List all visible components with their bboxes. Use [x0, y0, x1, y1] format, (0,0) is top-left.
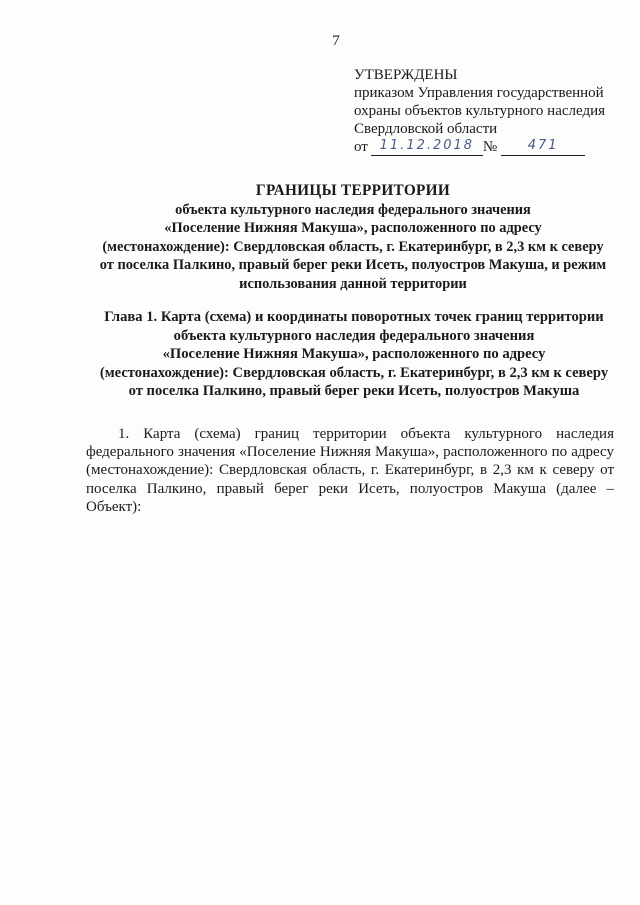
chapter-line-5: от поселка Палкино, правый берег реки Исеть, полуостров Макуша: [128, 383, 580, 399]
page-number: 7: [332, 33, 340, 49]
chapter-line-3: «Поселение Нижняя Макуша», расположенного по адресу: [162, 346, 546, 362]
number-label: №: [482, 139, 498, 155]
number-field: [501, 139, 585, 156]
chapter-line-1: Глава 1. Карта (схема) и координаты поворотных точек границ территории: [104, 309, 604, 325]
handwritten-number: 471: [527, 138, 559, 153]
chapter-line-4: (местонахождение): Свердловская область, г. Екатеринбург, в 2,3 км к северу: [99, 364, 609, 381]
heading-line-2: «Поселение Нижняя Макуша», расположенного по адресу: [164, 220, 542, 236]
approval-line-3: Свердловской области: [354, 121, 498, 137]
from-label: от: [354, 139, 368, 155]
heading-line-1: объекта культурного наследия федерального значения: [175, 201, 531, 218]
date-field: [371, 139, 483, 156]
heading-line-4: от поселка Палкино, правый берег реки Исеть, полуостров Макуша, и режим: [99, 257, 607, 273]
heading-line-3: (местонахождение): Свердловская область, г. Екатеринбург, в 2,3 км к северу: [102, 238, 604, 255]
paragraph-1: 1. Карта (схема) границ территории объекта культурного наследия федерального значения «Поселение Нижняя Макуша», расположенного по адресу (местонахождение): Свердловская область, г. Екатеринбург, в 2,3 км к северу от поселка Палкино, правый берег реки Исеть, полуостров Макуша (далее – Объект):: [86, 426, 614, 515]
handwritten-date: 11.12.2018: [379, 138, 475, 153]
approval-block: [354, 66, 624, 156]
chapter-line-2: объекта культурного наследия федерального значения: [173, 327, 535, 344]
approval-line-1: приказом Управления государственной: [354, 85, 604, 101]
order-date-number-line: [354, 138, 624, 156]
heading-title: ГРАНИЦЫ ТЕРРИТОРИИ: [255, 182, 451, 199]
document-heading: [72, 182, 634, 293]
approval-line-2: охраны объектов культурного наследия: [354, 103, 606, 119]
approval-title: УТВЕРЖДЕНЫ: [354, 67, 458, 83]
heading-line-5: использования данной территории: [239, 275, 467, 292]
chapter-heading: [74, 308, 634, 401]
